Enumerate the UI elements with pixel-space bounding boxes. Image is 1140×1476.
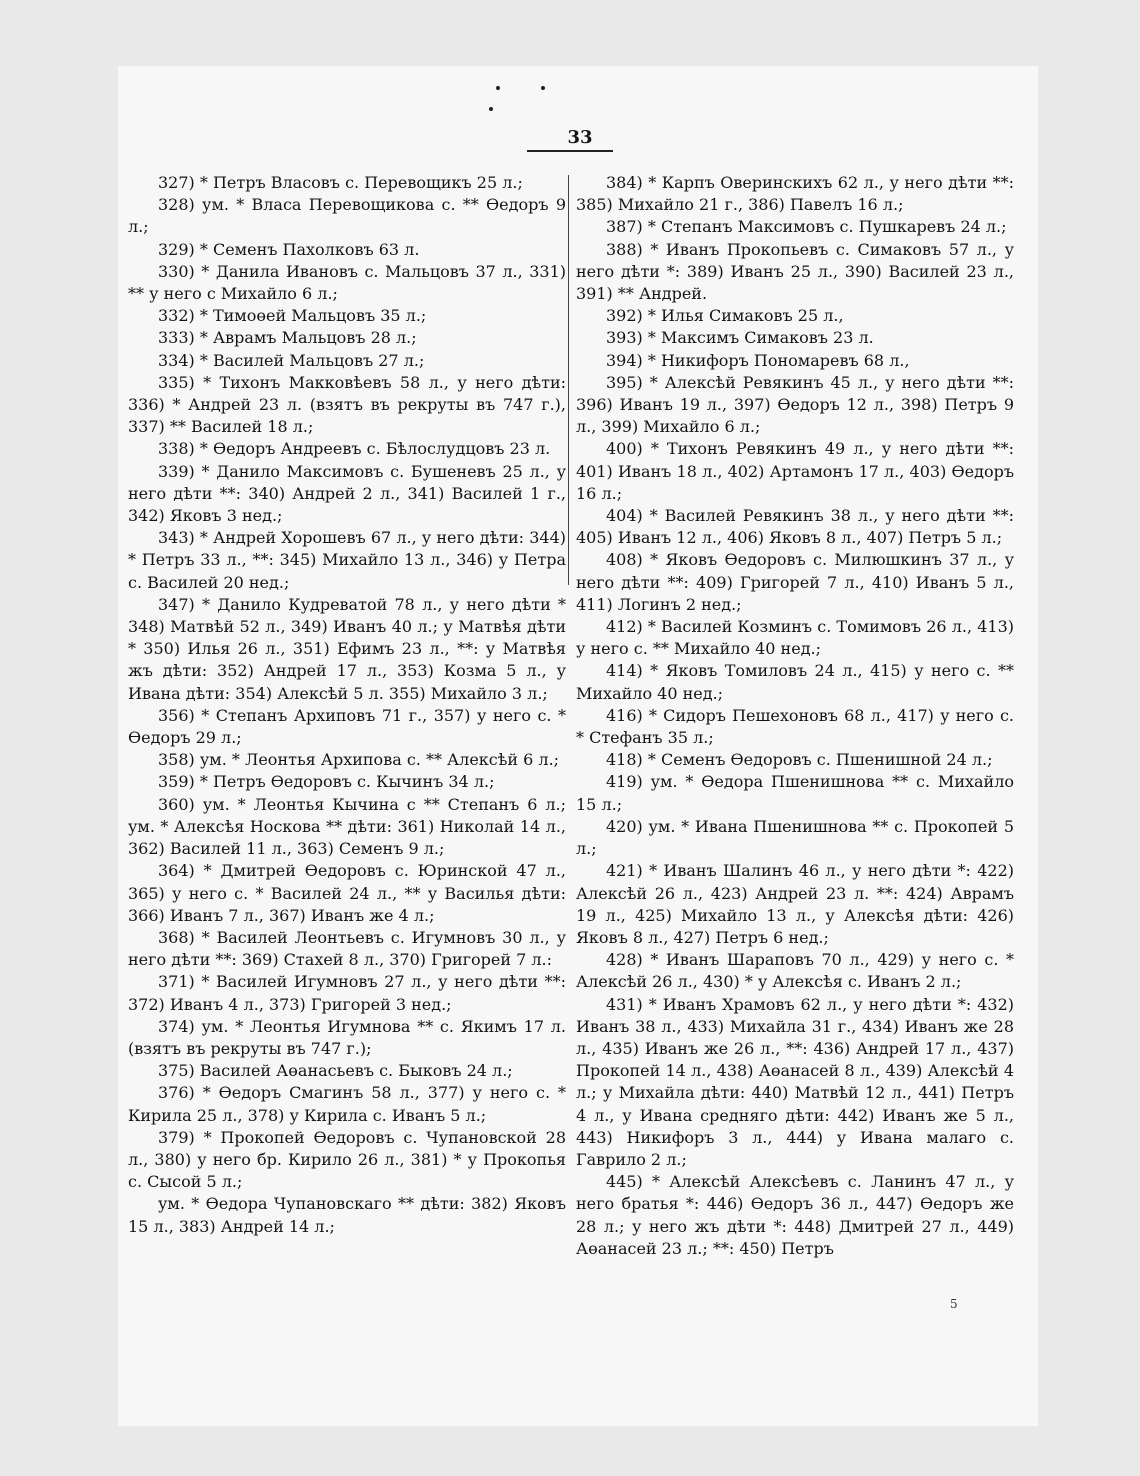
header-rule (527, 150, 613, 152)
record-entry: 328) ум. * Власа Перевощикова с. ** Өедоръ 9 л.; (128, 195, 566, 237)
record-entry: 358) ум. * Леонтья Архипова с. ** Алексѣй 6 л.; (158, 750, 560, 770)
record-entry: 330) * Данила Ивановъ с. Мальцовъ 37 л., 331) ** у него с Михайло 6 л.; (128, 261, 566, 304)
column-divider (568, 175, 569, 585)
record-entry: 368) * Василей Леонтьевъ с. Игумновъ 30 л., у него дѣти **: 369) Стахей 8 л., 370) Григорей 7 л.: (128, 927, 566, 970)
record-entry: 418) * Семенъ Өедоровъ с. Пшенишной 24 л.; (606, 750, 993, 770)
record-entry: 388) * Иванъ Прокопьевъ с. Симаковъ 57 л., у него дѣти *: 389) Иванъ 25 л., 390) Василей 23 л., 391) ** Андрей. (576, 239, 1014, 304)
record-entry: 393) * Максимъ Симаковъ 23 л. (606, 328, 874, 348)
record-entry: 364) * Дмитрей Өедоровъ с. Юринской 47 л., 365) у него с. * Василей 24 л., ** у Василья дѣти: 366) Иванъ 7 л., 367) Иванъ же 4 л.; (128, 861, 566, 925)
record-entry: 360) ум. * Леонтья Кычина с ** Степанъ 6 л.; ум. * Алексѣя Носкова ** дѣти: 361) Николай 14 л., 362) Василей 11 л., 363) Семенъ 9 л.; (128, 794, 566, 859)
record-entry: 338) * Өедоръ Андреевъ с. Бѣлослудцовъ 23 л. (158, 439, 551, 459)
record-entry: 359) * Петръ Өедоровъ с. Кычинъ 34 л.; (158, 772, 495, 792)
record-entry: 376) * Өедоръ Смагинъ 58 л., 377) у него с. * Кирила 25 л., 378) у Кирила с. Иванъ 5 л.; (128, 1083, 566, 1125)
record-entry: 333) * Аврамъ Мальцовъ 28 л.; (158, 328, 417, 348)
record-entry: 395) * Алексѣй Ревякинъ 45 л., у него дѣти **: 396) Иванъ 19 л., 397) Өедоръ 12 л., 398) Петръ 9 л., 399) Михайло 6 л.; (576, 372, 1014, 437)
record-entry: 428) * Иванъ Шараповъ 70 л., 429) у него с. * Алексѣй 26 л., 430) * у Алексѣя с. Иванъ 2 л.; (576, 950, 1014, 992)
record-entry: 356) * Степанъ Архиповъ 71 г., 357) у него с. * Өедоръ 29 л.; (128, 705, 566, 748)
ink-speck (489, 107, 493, 111)
page-number: 33 (567, 127, 593, 148)
record-entry: 329) * Семенъ Пахолковъ 63 л. (158, 239, 420, 259)
record-entry: ум. * Өедора Чупановскаго ** дѣти: 382) Яковъ 15 л., 383) Андрей 14 л.; (128, 1194, 566, 1236)
left-column (128, 172, 566, 1238)
record-entry: 400) * Тихонъ Ревякинъ 49 л., у него дѣти **: 401) Иванъ 18 л., 402) Артамонъ 17 л., 403) Өедоръ 16 л.; (576, 439, 1014, 503)
record-entry: 327) * Петръ Власовъ с. Перевощикъ 25 л.; (158, 173, 523, 192)
record-entry: 404) * Василей Ревякинъ 38 л., у него дѣти **: 405) Иванъ 12 л., 406) Яковъ 8 л., 407) Петръ 5 л.; (576, 506, 1014, 548)
record-entry: 334) * Василей Мальцовъ 27 л.; (158, 350, 425, 370)
record-entry: 339) * Данило Максимовъ с. Бушеневъ 25 л., у него дѣти **: 340) Андрей 2 л., 341) Василей 1 г., 342) Яковъ 3 нед.; (128, 461, 566, 526)
record-entry: 343) * Андрей Хорошевъ 67 л., у него дѣти: 344) * Петръ 33 л., **: 345) Михайло 13 л., 346) у Петра с. Василей 20 нед.; (128, 528, 566, 592)
record-entry: 416) * Сидоръ Пешехоновъ 68 л., 417) у него с. * Стефанъ 35 л.; (576, 705, 1014, 748)
ink-speck (541, 86, 545, 90)
record-entry: 421) * Иванъ Шалинъ 46 л., у него дѣти *: 422) Алексѣй 26 л., 423) Андрей 23 л. **: 424) Аврамъ 19 л., 425) Михайло 13 л., у Алексѣя дѣти: 426) Яковъ 8 л., 427) Петръ 6 нед.; (576, 861, 1014, 947)
record-entry: 420) ум. * Ивана Пшенишнова ** с. Прокопей 5 л.; (576, 816, 1014, 859)
record-entry: 387) * Степанъ Максимовъ с. Пушкаревъ 24 л.; (606, 217, 1007, 237)
record-entry: 394) * Никифоръ Пономаревъ 68 л., (606, 350, 910, 370)
record-entry: 431) * Иванъ Храмовъ 62 л., у него дѣти *: 432) Иванъ 38 л., 433) Михайла 31 г., 434) Иванъ же 28 л., 435) Иванъ же 26 л., **: 436) Андрей 17 л., 437) Прокопей 14 л., 438) Аөанасей 8 л., 439) Алексѣй 4 л.; у Михайла дѣти: 440) Матвѣй 12 л., 441) Петръ 4 л., у Ивана средняго дѣти: 442) Иванъ же 5 л., 443) Никифоръ 3 л., 444) у Ивана малаго с. Гаврило 2 л.; (576, 994, 1014, 1169)
record-entry: 374) ум. * Леонтья Игумнова ** с. Якимъ 17 л. (взятъ въ рекруты въ 747 г.); (128, 1016, 566, 1058)
record-entry: 371) * Василей Игумновъ 27 л., у него дѣти **: 372) Иванъ 4 л., 373) Григорей 3 нед.; (128, 972, 566, 1014)
record-entry: 335) * Тихонъ Макковѣевъ 58 л., у него дѣти: 336) * Андрей 23 л. (взятъ въ рекруты въ 747 г.), 337) ** Василей 18 л.; (128, 372, 566, 437)
record-entry: 414) * Яковъ Томиловъ 24 л., 415) у него с. ** Михайло 40 нед.; (576, 661, 1014, 703)
record-entry: 445) * Алексѣй Алексѣевъ с. Ланинъ 47 л., у него братья *: 446) Өедоръ 36 л., 447) Өедоръ же 28 л.; у него жъ дѣти *: 448) Дмитрей 27 л., 449) Аөанасей 23 л.; **: 450) Петръ (576, 1172, 1014, 1258)
record-entry: 412) * Василей Козминъ с. Томимовъ 26 л., 413) у него с. ** Михайло 40 нед.; (576, 617, 1014, 659)
record-entry: 332) * Тимоөей Мальцовъ 35 л.; (158, 306, 427, 326)
record-entry: 379) * Прокопей Өедоровъ с. Чупановской 28 л., 380) у него бр. Кирило 26 л., 381) * у Прокопья с. Сысой 5 л.; (128, 1127, 566, 1192)
signature-mark: 5 (950, 1297, 958, 1311)
record-entry: 375) Василей Аөанасьевъ с. Быковъ 24 л.; (158, 1061, 513, 1081)
right-column (576, 172, 1014, 1260)
record-entry: 408) * Яковъ Өедоровъ с. Милюшкинъ 37 л., у него дѣти **: 409) Григорей 7 л., 410) Иванъ 5 л., 411) Логинъ 2 нед.; (576, 550, 1014, 614)
record-entry: 392) * Илья Симаковъ 25 л., (606, 306, 844, 326)
record-entry: 384) * Карпъ Оверинскихъ 62 л., у него дѣти **: 385) Михайло 21 г., 386) Павелъ 16 л.; (576, 173, 1014, 215)
record-entry: 419) ум. * Өедора Пшенишнова ** с. Михайло 15 л.; (576, 772, 1014, 814)
record-entry: 347) * Данило Кудреватой 78 л., у него дѣти * 348) Матвѣй 52 л., 349) Иванъ 40 л.; у Матвѣя дѣти * 350) Илья 26 л., 351) Ефимъ 23 л., **: у Матвѣя жъ дѣти: 352) Андрей 17 л., 353) Козма 5 л., у Ивана дѣти: 354) Алексѣй 5 л. 355) Михайло 3 л.; (128, 594, 566, 703)
ink-speck (496, 86, 500, 90)
